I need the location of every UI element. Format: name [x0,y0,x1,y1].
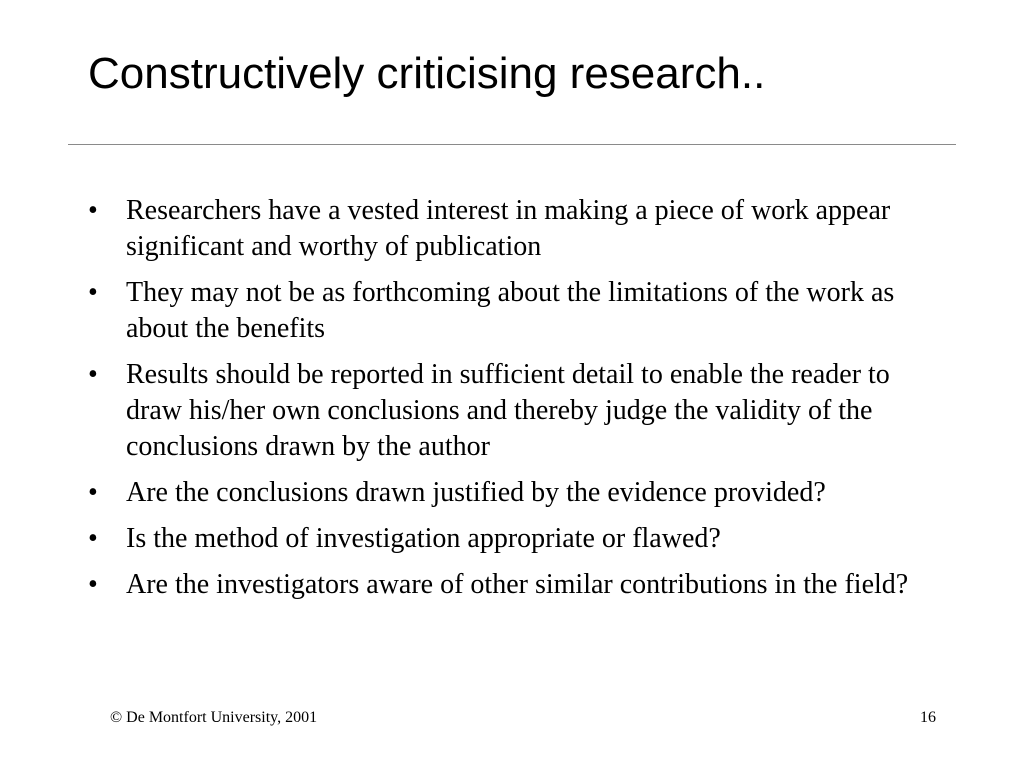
footer-page-number: 16 [920,709,936,726]
bullet-icon: • [88,569,98,600]
bullet-text: Is the method of investigation appropriate or flawed? [126,523,721,554]
bullet-item [88,357,938,465]
bullet-text: Results should be reported in sufficient detail to enable the reader to draw his/her own conclusions and thereby judge the validity of the conclusions drawn by the author [126,359,890,462]
bullet-icon: • [88,523,98,554]
bullet-item [88,567,938,603]
bullet-item [88,521,938,557]
bullet-text: Are the conclusions drawn justified by the evidence provided? [126,477,826,508]
footer-copyright: © De Montfort University, 2001 [110,709,318,726]
bullet-item [88,475,938,511]
bullet-icon: • [88,477,98,508]
bullet-text: They may not be as forthcoming about the limitations of the work as about the benefits [126,277,895,344]
bullet-item [88,275,938,347]
bullet-icon: • [88,277,98,308]
slide-title: Constructively criticising research.. [88,49,766,98]
bullet-text: Are the investigators aware of other similar contributions in the field? [126,569,909,600]
bullet-icon: • [88,195,98,226]
bullet-item [88,193,938,265]
title-divider [68,144,956,145]
bullet-list [88,193,938,613]
bullet-icon: • [88,359,98,390]
bullet-text: Researchers have a vested interest in making a piece of work appear significant and worthy of publication [126,195,891,262]
